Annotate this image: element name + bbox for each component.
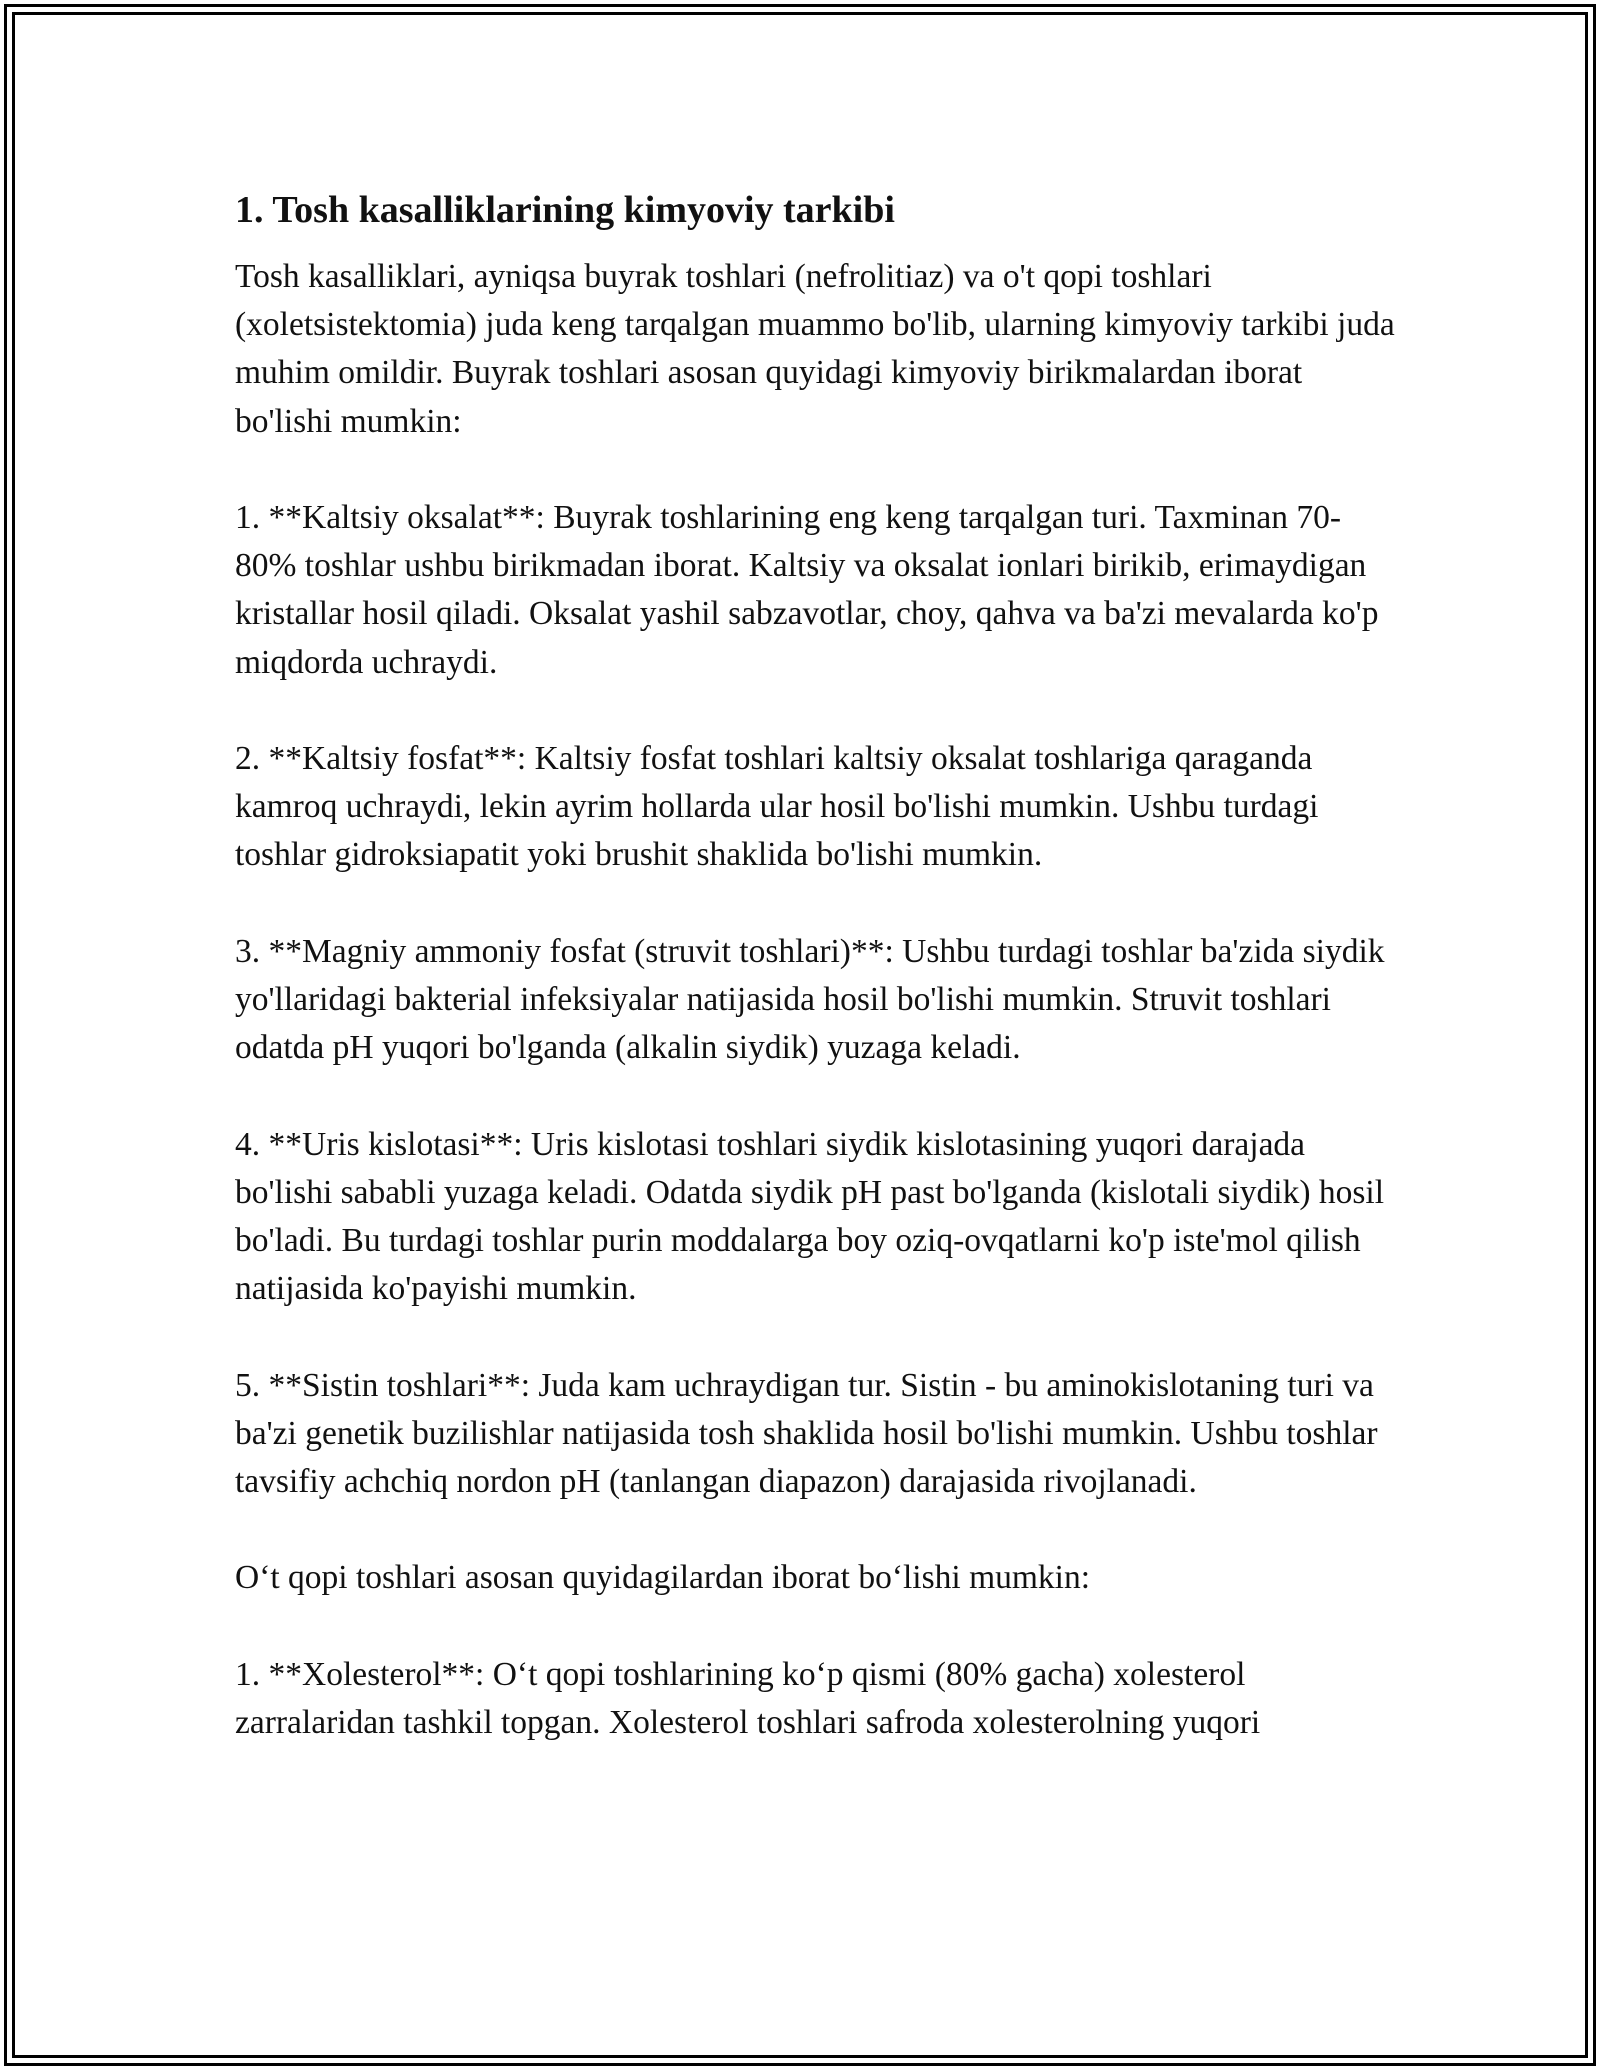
- gallstone-intro-paragraph: O‘t qopi toshlari asosan quyidagilardan iborat bo‘lishi mumkin:: [235, 1559, 1091, 1597]
- section-heading: 1. Tosh kasalliklarining kimyoviy tarkibi: [235, 189, 895, 231]
- item-struvit: 3. **Magniy ammoniy fosfat (struvit toshlari)**: Ushbu turdagi toshlar ba'zida siydik yo'llaridagi bakterial infeksiyalar natijasida hosil bo'lishi mumkin. Struvit toshlari odatda pH yuqori bo'lganda (alkalin siydik) yuzaga keladi.: [235, 932, 1385, 1067]
- item-sistin: 5. **Sistin toshlari**: Juda kam uchraydigan tur. Sistin - bu aminokislotaning turi va ba'zi genetik buzilishlar natijasida tosh shaklida hosil bo'lishi mumkin. Ushbu toshlar tavsifiy achchiq nordon pH (tanlangan diapazon) darajasida rivojlanadi.: [235, 1366, 1378, 1500]
- item-kaltsiy-oksalat: 1. **Kaltsiy oksalat**: Buyrak toshlarining eng keng tarqalgan turi. Taxminan 70-80% toshlar ushbu birikmadan iborat. Kaltsiy va oksalat ionlari birikib, erimaydigan kristallar hosil qiladi. Oksalat yashil sabzavotlar, choy, qahva va ba'zi mevalarda ko'p miqdorda uchraydi.: [235, 499, 1379, 681]
- item-kaltsiy-fosfat: 2. **Kaltsiy fosfat**: Kaltsiy fosfat toshlari kaltsiy oksalat toshlariga qaraganda kamroq uchraydi, lekin ayrim hollarda ular hosil bo'lishi mumkin. Ushbu turdagi toshlar gidroksiapatit yoki brushit shaklida bo'lishi mumkin.: [235, 740, 1319, 874]
- item-uris-kislotasi: 4. **Uris kislotasi**: Uris kislotasi toshlari siydik kislotasining yuqori darajada bo'lishi sababli yuzaga keladi. Odatda siydik pH past bo'lganda (kislotali siydik) hosil bo'ladi. Bu turdagi toshlar purin moddalarga boy oziq-ovqatlarni ko'p iste'mol qilish natijasida ko'payishi mumkin.: [235, 1125, 1385, 1308]
- document-body: [235, 185, 1395, 1795]
- item-xolesterol: 1. **Xolesterol**: O‘t qopi toshlarining ko‘p qismi (80% gacha) xolesterol zarralaridan tashkil topgan. Xolesterol toshlari safroda xolesterolning yuqori: [235, 1655, 1261, 1741]
- intro-paragraph: Tosh kasalliklari, ayniqsa buyrak toshlari (nefrolitiaz) va o't qopi toshlari (xoletsistektomia) juda keng tarqalgan muammo bo'lib, ularning kimyoviy tarkibi juda muhim omildir. Buyrak toshlari asosan quyidagi kimyoviy birikmalardan iborat bo'lishi mumkin:: [235, 258, 1395, 440]
